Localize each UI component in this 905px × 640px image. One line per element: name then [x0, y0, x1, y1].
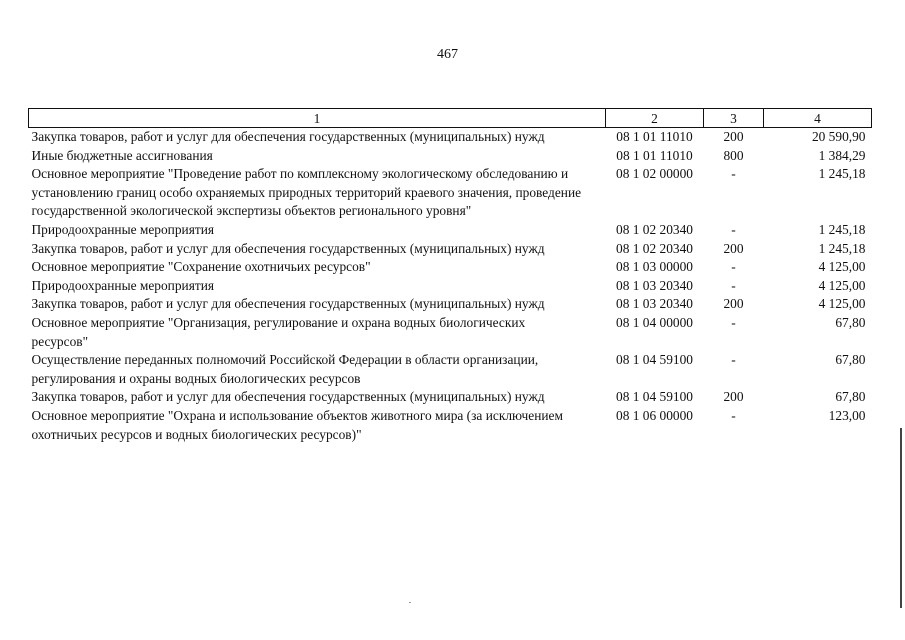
header-col-2: 2: [606, 109, 704, 128]
row-type: 800: [723, 147, 744, 163]
row-amount: 4 125,00: [818, 259, 866, 275]
row-type: -: [731, 277, 736, 293]
row-name: Основное мероприятие "Сохранение охотничьих ресурсов": [31, 259, 371, 275]
row-type: 200: [723, 389, 744, 405]
row-type: 200: [723, 240, 744, 256]
row-code: 08 1 01 11010: [616, 129, 693, 144]
row-code: 08 1 02 20340: [616, 221, 693, 237]
row-code: 08 1 02 00000: [616, 166, 693, 182]
row-name: Основное мероприятие "Организация, регулирование и охрана водных биологических ресурсов": [31, 314, 526, 349]
row-amount: 67,80: [835, 314, 866, 330]
scan-speck: [409, 602, 411, 603]
row-amount: 1 245,18: [818, 166, 866, 182]
row-code: 08 1 02 20340: [616, 240, 693, 256]
row-code: 08 1 06 00000: [616, 407, 693, 423]
row-name: Закупка товаров, работ и услуг для обеспечения государственных (муниципальных) нужд: [31, 240, 545, 256]
table-row: [29, 165, 872, 221]
row-type: -: [731, 166, 736, 182]
row-code: 08 1 04 59100: [616, 352, 693, 368]
table-row: [29, 277, 872, 296]
header-row: [29, 109, 872, 128]
row-name: Основное мероприятие "Охрана и использование объектов животного мира (за исключением охотничьих ресурсов и водных биологических ресурсов)": [31, 407, 563, 442]
row-code: 08 1 01 11010: [616, 147, 693, 163]
row-code: 08 1 04 59100: [616, 389, 693, 405]
row-name: Закупка товаров, работ и услуг для обеспечения государственных (муниципальных) нужд: [31, 296, 545, 312]
scan-edge-line: [900, 428, 902, 608]
page-number: 467: [437, 47, 458, 62]
table-row: [29, 221, 872, 240]
row-amount: 1 384,29: [818, 147, 866, 163]
table-row: [29, 314, 872, 351]
row-name: Природоохранные мероприятия: [31, 277, 215, 293]
row-type: -: [731, 221, 736, 237]
row-amount: 1 245,18: [818, 221, 866, 237]
header-col-4: 4: [764, 109, 872, 128]
table-row: [29, 407, 872, 444]
row-code: 08 1 04 00000: [616, 314, 693, 330]
row-amount: 123,00: [828, 407, 866, 423]
table-row: [29, 351, 872, 388]
row-amount: 20 590,90: [811, 129, 866, 144]
table-row: [29, 295, 872, 314]
table-row: [29, 388, 872, 407]
table-row: [29, 128, 872, 147]
row-amount: 67,80: [835, 389, 866, 405]
row-type: 200: [723, 129, 744, 144]
header-col-3: 3: [704, 109, 764, 128]
row-code: 08 1 03 20340: [616, 277, 693, 293]
header-col-1: 1: [29, 109, 606, 128]
budget-table: [28, 108, 872, 444]
row-amount: 67,80: [835, 352, 866, 368]
row-amount: 1 245,18: [818, 240, 866, 256]
row-type: 200: [723, 296, 744, 312]
row-type: -: [731, 314, 736, 330]
table-row: [29, 240, 872, 259]
row-type: -: [731, 259, 736, 275]
row-name: Закупка товаров, работ и услуг для обеспечения государственных (муниципальных) нужд: [31, 389, 545, 405]
row-amount: 4 125,00: [818, 277, 866, 293]
table-row: [29, 147, 872, 166]
table-row: [29, 258, 872, 277]
row-name: Природоохранные мероприятия: [31, 221, 215, 237]
table-body: [29, 128, 872, 445]
row-type: -: [731, 407, 736, 423]
row-amount: 4 125,00: [818, 296, 866, 312]
row-code: 08 1 03 20340: [616, 296, 693, 312]
table-header: [29, 109, 872, 128]
row-name: Осуществление переданных полномочий Российской Федерации в области организации, регулирования и охраны водных биологических ресурсов: [31, 352, 539, 386]
row-type: -: [731, 352, 736, 368]
row-name: Закупка товаров, работ и услуг для обеспечения государственных (муниципальных) нужд: [31, 129, 545, 144]
row-name: Основное мероприятие "Проведение работ по комплексному экологическому обследованию и установлению границ особо охраняемых природных территорий краевого значения, проведение государственной экологической экспертизы объектов регионального уровня": [31, 166, 582, 219]
row-code: 08 1 03 00000: [616, 259, 693, 275]
row-name: Иные бюджетные ассигнования: [31, 147, 213, 163]
